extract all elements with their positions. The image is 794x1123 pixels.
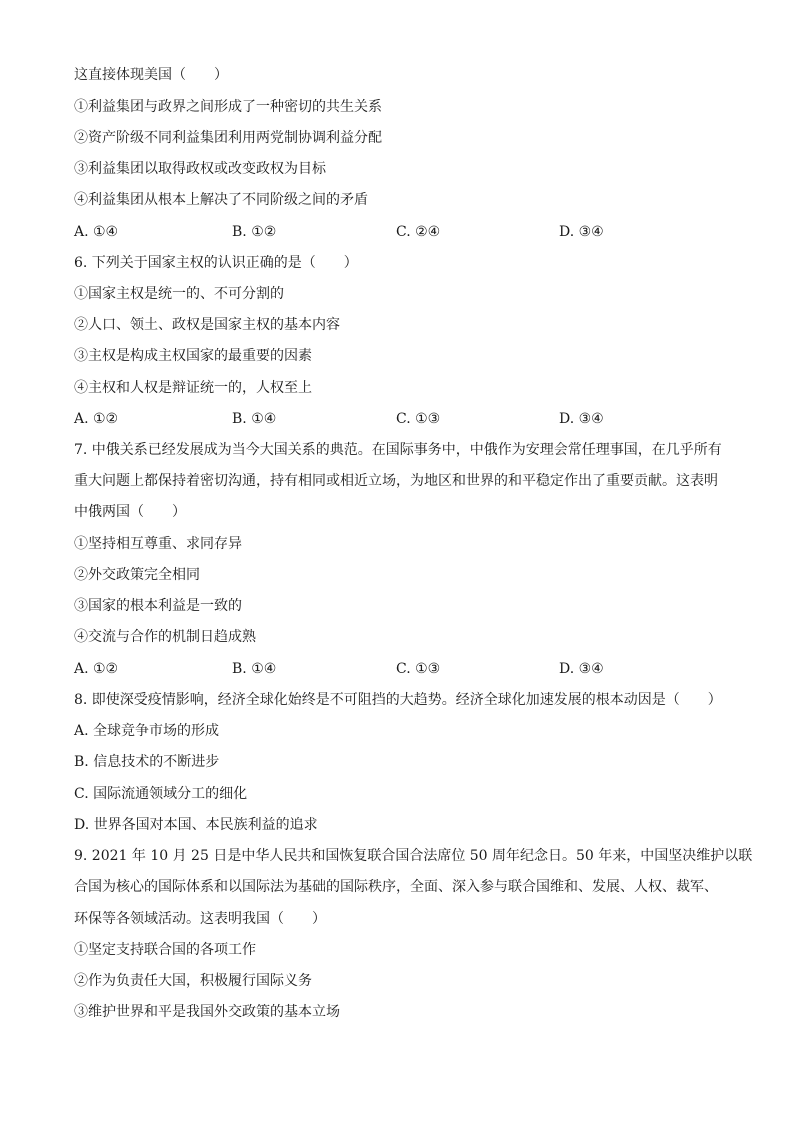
question-7-statement-3: ③国家的根本利益是一致的 xyxy=(74,598,242,614)
question-6-statement-4: ④主权和人权是辩证统一的，人权至上 xyxy=(74,380,312,396)
question-5-stem: 这直接体现美国（ ） xyxy=(74,67,228,83)
option-a: A. ①④ xyxy=(74,224,119,240)
option-b: B. ①② xyxy=(232,224,277,240)
option-c: C. ②④ xyxy=(396,224,441,240)
option-b: B. ①④ xyxy=(232,411,277,427)
question-7-statement-2: ②外交政策完全相同 xyxy=(74,567,200,583)
question-7-statement-1: ①坚持相互尊重、求同存异 xyxy=(74,536,242,552)
option-d: D. ③④ xyxy=(559,411,604,427)
option-b: B. ①④ xyxy=(232,661,277,677)
question-8-choice-a: A. 全球竞争市场的形成 xyxy=(74,723,220,739)
question-5-statement-4: ④利益集团从根本上解决了不同阶级之间的矛盾 xyxy=(74,192,368,208)
question-8-choice-c: C. 国际流通领域分工的细化 xyxy=(74,786,248,802)
option-a: A. ①② xyxy=(74,661,119,677)
question-9-stem-line-2: 合国为核心的国际体系和以国际法为基础的国际秩序，全面、深入参与联合国维和、发展、人权、裁军、 xyxy=(74,879,718,895)
option-c: C. ①③ xyxy=(396,411,441,427)
question-5-options xyxy=(74,222,734,242)
option-c: C. ①③ xyxy=(396,661,441,677)
question-9-statement-3: ③维护世界和平是我国外交政策的基本立场 xyxy=(74,1004,340,1020)
question-5-statement-2: ②资产阶级不同利益集团利用两党制协调利益分配 xyxy=(74,130,382,146)
option-a: A. ①② xyxy=(74,411,119,427)
question-9-statement-2: ②作为负责任大国，积极履行国际义务 xyxy=(74,973,312,989)
question-9-stem-line-3: 环保等各领域活动。这表明我国（ ） xyxy=(74,911,326,927)
question-8-choice-b: B. 信息技术的不断进步 xyxy=(74,754,220,770)
question-8-stem: 8. 即使深受疫情影响，经济全球化始终是不可阻挡的大趋势。经济全球化加速发展的根本动因是（ ） xyxy=(74,692,722,708)
question-5-statement-1: ①利益集团与政界之间形成了一种密切的共生关系 xyxy=(74,99,382,115)
question-7-stem-line-1: 7. 中俄关系已经发展成为当今大国关系的典范。在国际事务中，中俄作为安理会常任理事国，在几乎所有 xyxy=(74,442,722,458)
question-7-statement-4: ④交流与合作的机制日趋成熟 xyxy=(74,629,256,645)
question-6-options xyxy=(74,409,734,429)
question-9-stem-line-1: 9. 2021 年 10 月 25 日是中华人民共和国恢复联合国合法席位 50 周年纪念日。50 年来，中国坚决维护以联 xyxy=(74,848,753,864)
question-6-stem: 6. 下列关于国家主权的认识正确的是（ ） xyxy=(74,255,358,271)
question-6-statement-2: ②人口、领土、政权是国家主权的基本内容 xyxy=(74,317,340,333)
question-6-statement-1: ①国家主权是统一的、不可分割的 xyxy=(74,286,284,302)
question-7-stem-line-3: 中俄两国（ ） xyxy=(74,504,186,520)
question-6-statement-3: ③主权是构成主权国家的最重要的因素 xyxy=(74,348,312,364)
question-7-stem-line-2: 重大问题上都保持着密切沟通，持有相同或相近立场，为地区和世界的和平稳定作出了重要贡献。这表明 xyxy=(74,473,718,489)
option-d: D. ③④ xyxy=(559,224,604,240)
option-d: D. ③④ xyxy=(559,661,604,677)
question-9-statement-1: ①坚定支持联合国的各项工作 xyxy=(74,942,256,958)
question-7-options xyxy=(74,659,734,679)
question-5-statement-3: ③利益集团以取得政权或改变政权为目标 xyxy=(74,161,326,177)
question-8-choice-d: D. 世界各国对本国、本民族利益的追求 xyxy=(74,817,318,833)
